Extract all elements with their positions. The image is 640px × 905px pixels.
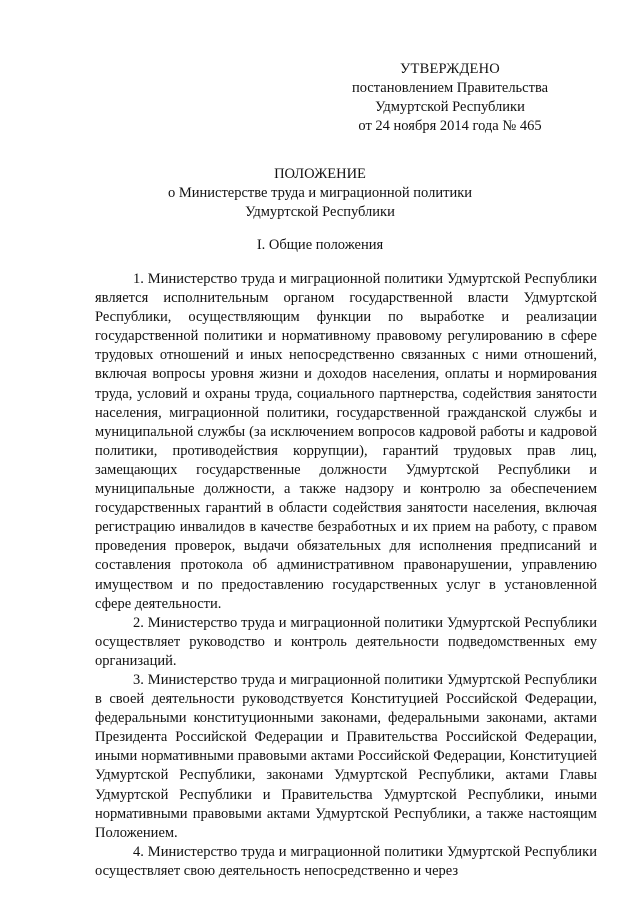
paragraph-3: 3. Министерство труда и миграционной политики Удмуртской Республики в своей деятельности руководствуется Конституцией Российской Федерации, федеральными конституционными законами, федеральными законами, актами Президента Российской Федерации и Правительства Российской Федерации, иными нормативными правовыми актами Российской Федерации, Конституцией Удмуртской Республики, законами Удмуртской Республики, актами Главы Удмуртской Республики и Правительства Удмуртской Республики, иными нормативными правовыми актами Удмуртской Республики, а также настоящим Положением.: [95, 671, 597, 841]
section-heading: I. Общие положения: [256, 237, 384, 253]
title-line-2: Удмуртской Республики: [245, 204, 395, 220]
approval-block: [350, 60, 550, 136]
approval-line-3: от 24 ноября 2014 года № 465: [358, 118, 542, 134]
title-word: ПОЛОЖЕНИЕ: [274, 166, 366, 182]
approval-line-2: Удмуртской Республики: [375, 99, 525, 115]
paragraph-2: 2. Министерство труда и миграционной политики Удмуртской Республики осуществляет руководство и контроль деятельности подведомственных ему организаций.: [95, 614, 597, 669]
paragraph-1: 1. Министерство труда и миграционной политики Удмуртской Республики является исполнительным органом государственной власти Удмуртской Республики, осуществляющим функции по выработке и реализации государственной политики и нормативному правовому регулированию в сфере трудовых отношений и иных непосредственно связанных с ними отношений, включая вопросы уровня жизни и доходов населения, оплаты и нормирования труда, условий и охраны труда, социального партнерства, содействия занятости населения, миграционной политики, государственной гражданской службы и муниципальной службы (за исключением вопросов кадровой работы и кадровой политики, противодействия коррупции), гарантий трудовых прав лиц, замещающих государственные должности Удмуртской Республики и муниципальные должности, а также надзору и контролю за обеспечением государственных гарантий в области содействия занятости населения, включая регистрацию инвалидов в качестве безработных и их прием на работу, с правом проведения проверок, выдачи обязательных для исполнения предписаний и составления протокола об административном правонарушении, управлению имуществом и по предоставлению государственных услуг в установленной сфере деятельности.: [95, 271, 597, 612]
approval-line-1: постановлением Правительства: [351, 80, 549, 96]
document-body: [95, 270, 597, 881]
title-line-1: о Министерстве труда и миграционной политики: [167, 185, 473, 201]
document-title: [120, 165, 520, 222]
approved-label: УТВЕРЖДЕНО: [400, 61, 500, 77]
paragraph-4: 4. Министерство труда и миграционной политики Удмуртской Республики осуществляет свою деятельность непосредственно и через: [95, 843, 597, 879]
